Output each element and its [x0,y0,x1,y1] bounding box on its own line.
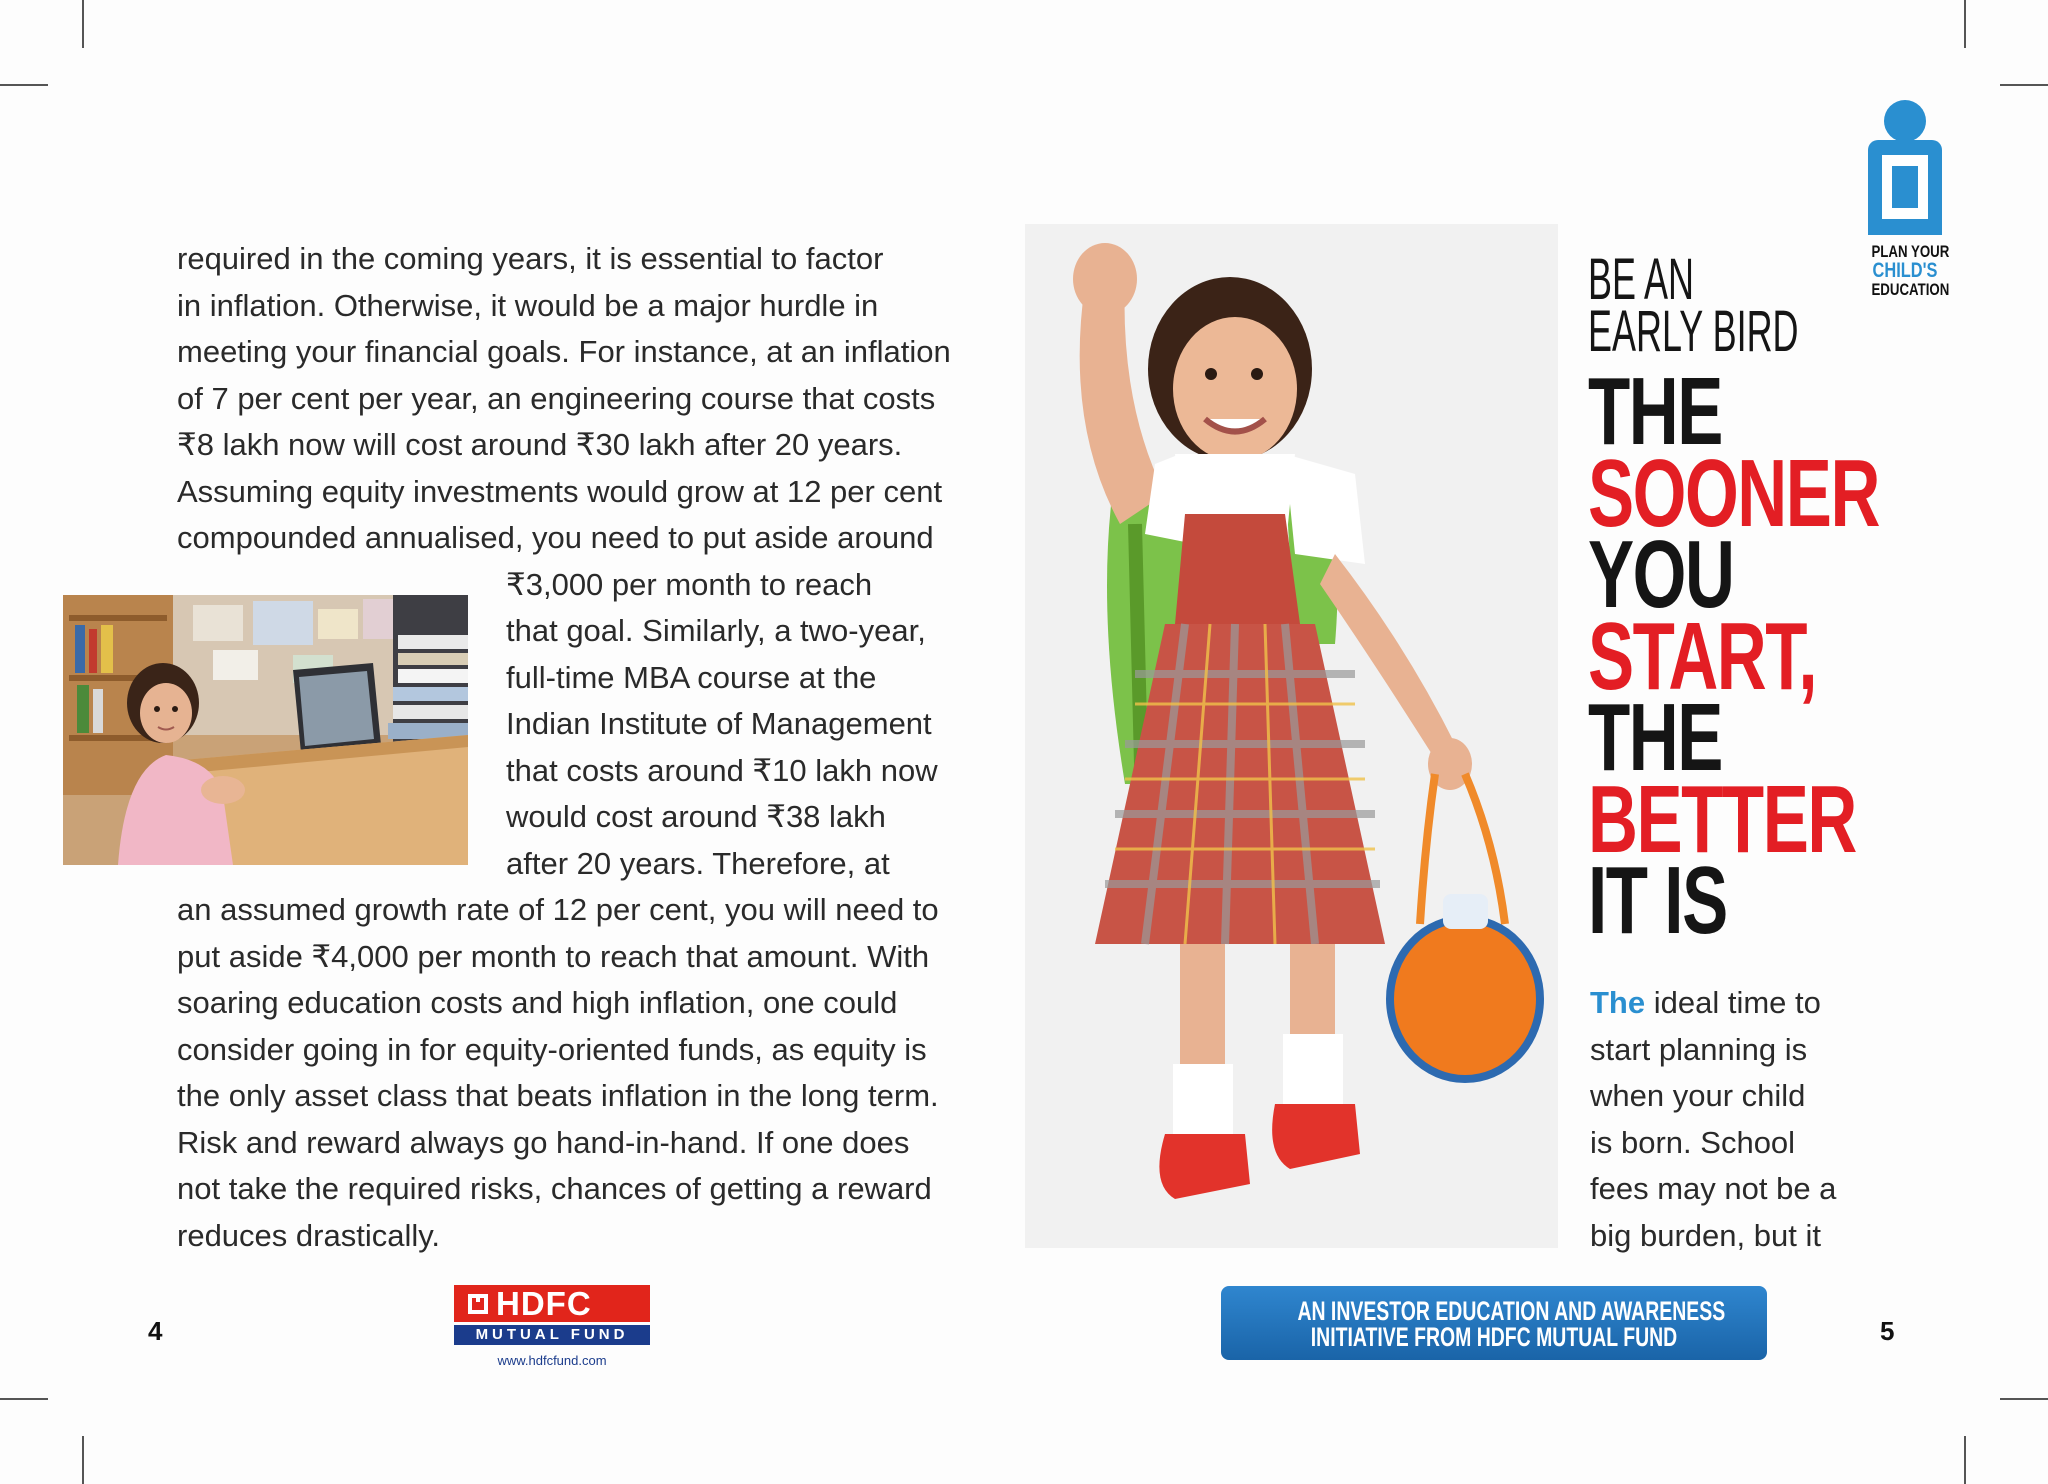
text-line: in inflation. Otherwise, it would be a major hurdle in [177,288,879,323]
hdfc-url[interactable]: www.hdfcfund.com [497,1353,607,1368]
headline-line: SOONER [1588,440,1879,547]
badge-line-3: EDUCATION [1871,280,1950,299]
text-line: an assumed growth rate of 12 per cent, you will need to [177,892,939,927]
crop-mark [1964,0,1966,48]
initiative-banner [1221,1286,1767,1360]
crop-mark [82,1436,84,1484]
crop-mark [0,1398,48,1400]
text-line: after 20 years. Therefore, at [506,846,890,881]
text-line: that costs around ₹10 lakh now [506,753,938,788]
headline-line: START, [1588,603,1817,710]
text-line: Indian Institute of Management [506,706,932,741]
hdfc-logo-top [454,1285,650,1322]
text-line: Risk and reward always go hand-in-hand. If one does [177,1125,910,1160]
kicker-line-1: BE AN [1588,247,1694,312]
crop-mark [2000,1398,2048,1400]
text-line: ₹8 lakh now will cost around ₹30 lakh after 20 years. [177,427,903,462]
text-line: not take the required risks, chances of getting a reward [177,1171,932,1206]
text-line: of 7 per cent per year, an engineering course that costs [177,381,936,416]
plan-your-childs-education-badge [1862,100,1948,298]
photo-girl-at-desk [63,595,468,865]
side-text-line: when your child [1590,1078,1806,1113]
headline-line: THE [1588,358,1722,465]
side-text-lead: The [1590,985,1646,1020]
side-text-line [1590,980,1821,1026]
text-line: put aside ₹4,000 per month to reach that amount. With [177,939,930,974]
text-line: Assuming equity investments would grow at 12 per cent [177,474,943,509]
headline-line: IT IS [1588,847,1727,954]
text-line: compounded annualised, you need to put aside around [177,520,934,555]
side-text-line: is born. School [1590,1125,1796,1160]
text-line: that goal. Similarly, a two-year, [506,613,926,648]
side-text-line-rest: ideal time to [1645,985,1821,1020]
side-text-line: fees may not be a [1590,1171,1837,1206]
crop-mark [1964,1436,1966,1484]
hdfc-logo [454,1285,650,1368]
banner-line-1: AN INVESTOR EDUCATION AND AWARENESS [1297,1296,1726,1326]
text-line: required in the coming years, it is essential to factor [177,241,884,276]
headline-line: BETTER [1588,766,1856,873]
page-number-right: 5 [1880,1316,1895,1346]
text-line: ₹3,000 per month to reach [506,567,873,602]
text-line: meeting your financial goals. For instance, at an inflation [177,334,951,369]
hdfc-brand: HDFC [496,1284,592,1322]
side-text-line: big burden, but it [1590,1218,1821,1253]
hdfc-mutual-fund: MUTUAL FUND [454,1325,650,1345]
banner-line-2: INITIATIVE FROM HDFC MUTUAL FUND [1310,1322,1678,1352]
text-line: would cost around ₹38 lakh [506,799,886,834]
text-line: full-time MBA course at the [506,660,877,695]
page-number-left: 4 [148,1316,163,1346]
crop-mark [2000,84,2048,86]
child-figure-icon [1862,100,1948,235]
text-line: reduces drastically. [177,1218,441,1253]
text-line: consider going in for equity-oriented funds, as equity is [177,1032,927,1067]
kicker-line-2: EARLY BIRD [1588,299,1799,364]
side-text-line: start planning is [1590,1032,1808,1067]
crop-mark [0,84,48,86]
text-line: the only asset class that beats inflation in the long term. [177,1078,939,1113]
headline-line: THE [1588,684,1722,791]
crop-mark [82,0,84,48]
photo-girl-waving [1025,224,1558,1248]
headline-line: YOU [1588,521,1734,628]
badge-line-1: PLAN YOUR [1871,242,1950,261]
text-line: soaring education costs and high inflation, one could [177,985,898,1020]
hdfc-mark-icon [468,1294,488,1314]
badge-line-2: CHILD'S [1872,259,1938,282]
